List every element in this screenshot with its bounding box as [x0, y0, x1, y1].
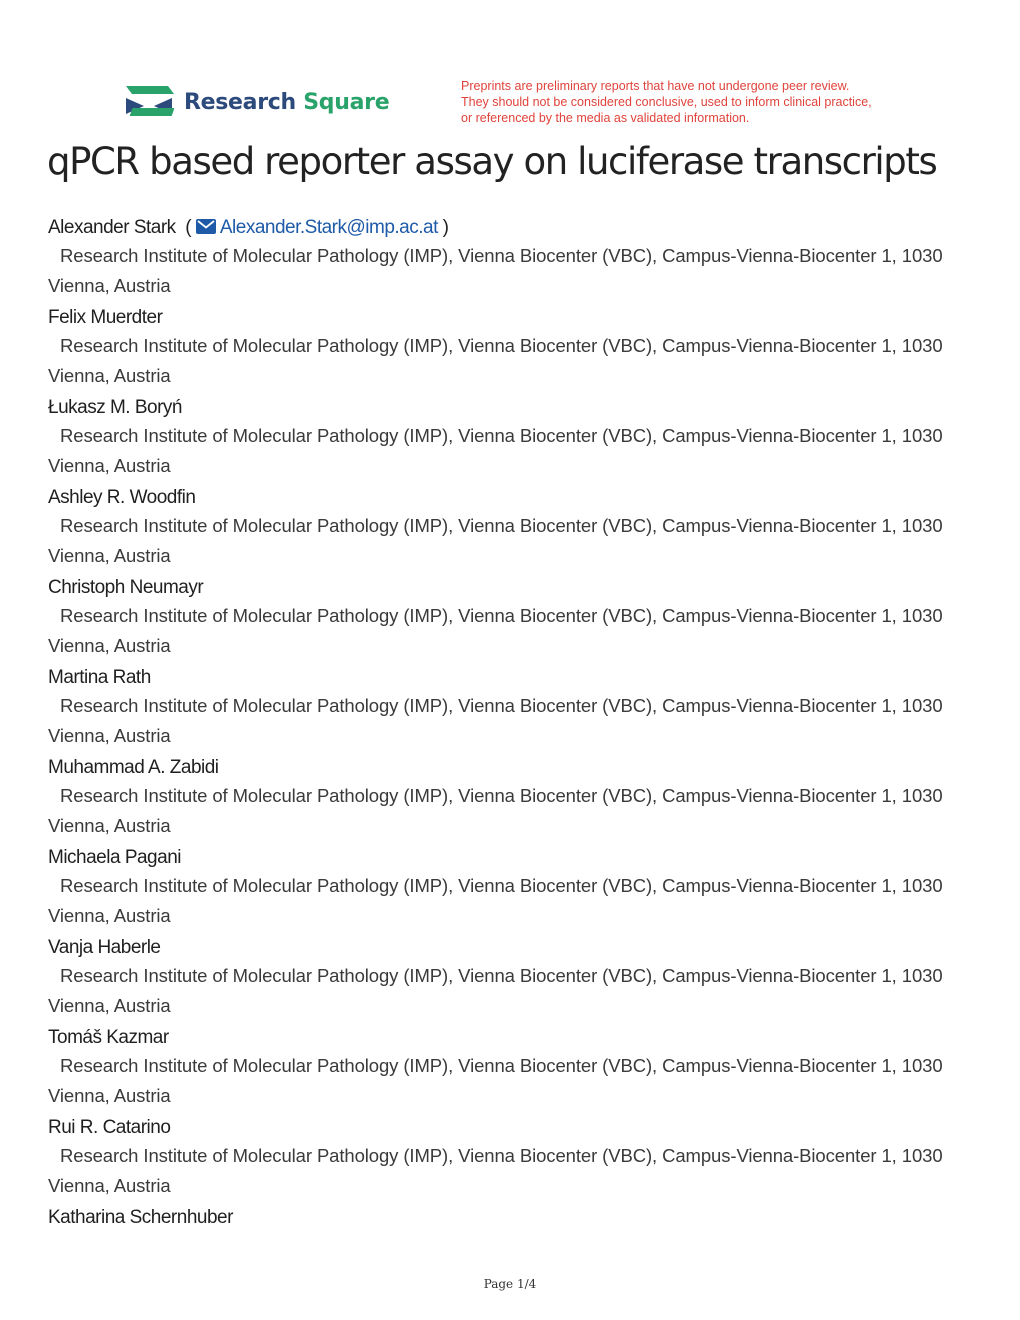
- author-affiliation: Research Institute of Molecular Pathology (IMP), Vienna Biocenter (VBC), Campus-Vienna-Biocenter 1, 1030 Vienna, Austria: [48, 695, 943, 746]
- author-affiliation: Research Institute of Molecular Pathology (IMP), Vienna Biocenter (VBC), Campus-Vienna-Biocenter 1, 1030 Vienna, Austria: [48, 965, 943, 1016]
- page-number: Page 1/4: [483, 1277, 537, 1291]
- author-entry: [48, 575, 978, 661]
- paper-title: qPCR based reporter assay on luciferase transcripts: [47, 140, 937, 183]
- author-name: Łukasz M. Boryń: [48, 397, 182, 418]
- author-entry: [48, 845, 978, 931]
- logo-text-square: Square: [303, 89, 390, 115]
- author-name: Rui R. Catarino: [48, 1117, 171, 1138]
- author-entry: [48, 1025, 978, 1111]
- author-entry: [48, 935, 978, 1021]
- author-entry: [48, 485, 978, 571]
- author-entry: [48, 665, 978, 751]
- author-name: Muhammad A. Zabidi: [48, 757, 219, 778]
- author-affiliation: Research Institute of Molecular Pathology (IMP), Vienna Biocenter (VBC), Campus-Vienna-Biocenter 1, 1030 Vienna, Austria: [48, 245, 943, 296]
- author-affiliation: Research Institute of Molecular Pathology (IMP), Vienna Biocenter (VBC), Campus-Vienna-Biocenter 1, 1030 Vienna, Austria: [48, 1055, 943, 1106]
- author-name: Michaela Pagani: [48, 847, 181, 868]
- author-name: Vanja Haberle: [48, 937, 161, 958]
- author-affiliation: Research Institute of Molecular Pathology (IMP), Vienna Biocenter (VBC), Campus-Vienna-Biocenter 1, 1030 Vienna, Austria: [48, 875, 943, 926]
- author-name: Christoph Neumayr: [48, 577, 204, 598]
- author-name: Ashley R. Woodfin: [48, 487, 196, 508]
- corresponding-email-link[interactable]: [196, 217, 438, 238]
- author-affiliation: Research Institute of Molecular Pathology (IMP), Vienna Biocenter (VBC), Campus-Vienna-Biocenter 1, 1030 Vienna, Austria: [48, 785, 943, 836]
- research-square-logo[interactable]: [124, 82, 389, 122]
- author-entry: [48, 305, 978, 391]
- author-name: Alexander Stark: [48, 217, 176, 238]
- author-name: Felix Muerdter: [48, 307, 163, 328]
- author-entry: [48, 1205, 978, 1231]
- author-list: [48, 215, 978, 1231]
- logo-text-research: Research: [184, 89, 296, 115]
- research-square-logo-icon: [124, 82, 174, 122]
- author-entry: [48, 1115, 978, 1201]
- author-entry: [48, 215, 978, 301]
- corresponding-email: Alexander.Stark@imp.ac.at: [219, 217, 438, 238]
- author-affiliation: Research Institute of Molecular Pathology (IMP), Vienna Biocenter (VBC), Campus-Vienna-Biocenter 1, 1030 Vienna, Austria: [48, 335, 943, 386]
- author-affiliation: Research Institute of Molecular Pathology (IMP), Vienna Biocenter (VBC), Campus-Vienna-Biocenter 1, 1030 Vienna, Austria: [48, 605, 943, 656]
- author-entry: [48, 755, 978, 841]
- disclaimer-line: They should not be considered conclusive, used to inform clinical practice,: [461, 95, 872, 109]
- author-affiliation: Research Institute of Molecular Pathology (IMP), Vienna Biocenter (VBC), Campus-Vienna-Biocenter 1, 1030 Vienna, Austria: [48, 1145, 943, 1196]
- author-affiliation: Research Institute of Molecular Pathology (IMP), Vienna Biocenter (VBC), Campus-Vienna-Biocenter 1, 1030 Vienna, Austria: [48, 425, 943, 476]
- author-name: Martina Rath: [48, 667, 151, 688]
- author-name: Tomáš Kazmar: [48, 1027, 169, 1048]
- envelope-icon: [196, 219, 216, 234]
- disclaimer-line: Preprints are preliminary reports that have not undergone peer review.: [461, 79, 850, 93]
- author-entry: [48, 395, 978, 481]
- disclaimer-line: or referenced by the media as validated information.: [461, 111, 750, 125]
- corresponding-email-group: ( Alexander.Stark@imp.ac.at ): [180, 217, 449, 238]
- author-affiliation: Research Institute of Molecular Pathology (IMP), Vienna Biocenter (VBC), Campus-Vienna-Biocenter 1, 1030 Vienna, Austria: [48, 515, 943, 566]
- author-name: Katharina Schernhuber: [48, 1207, 233, 1228]
- preprint-disclaimer: [461, 78, 981, 126]
